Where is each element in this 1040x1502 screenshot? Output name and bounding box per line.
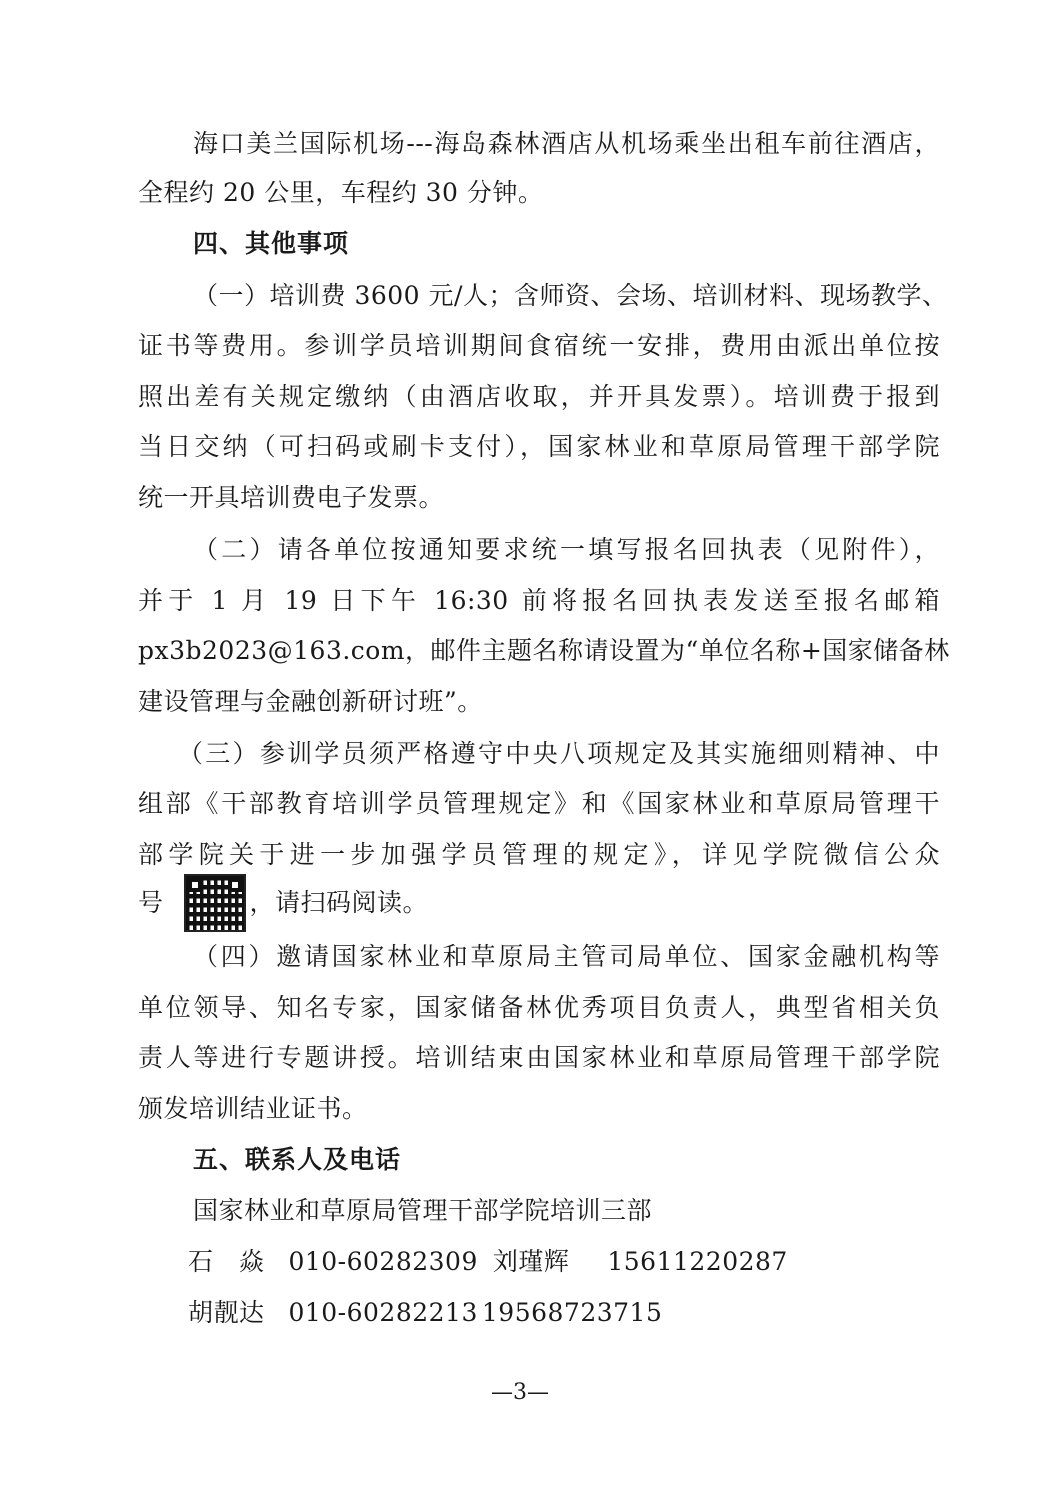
contact-phone: 010-60282213 [288,1298,478,1327]
paragraph-line: 统一开具培训费电子发票。 [138,483,445,512]
paragraph-line: （一）培训费 3600 元/人；含师资、会场、培训材料、现场教学、 [193,281,948,310]
paragraph-line: 海口美兰国际机场---海岛森林酒店从机场乘坐出租车前往酒店， [193,129,940,158]
paragraph-line: 责人等进行专题讲授。培训结束由国家林业和草原局管理干部学院 [138,1043,940,1072]
contact-mobile: 19568723715 [481,1298,663,1327]
paragraph-line: 部学院关于进一步加强学员管理的规定》，详见学院微信公众 [138,840,940,869]
paragraph-line: 全程约 20 公里，车程约 30 分钟。 [138,178,544,207]
paragraph-line: 单位领导、知名专家，国家储备林优秀项目负责人，典型省相关负 [138,993,940,1022]
paragraph-line: 并于 1 月 19 日下午 16:30 前将报名回执表发送至报名邮箱 [138,586,940,615]
contact-name: 胡靓达 [188,1298,265,1327]
paragraph-line: px3b2023@163.com，邮件主题名称请设置为“单位名称+国家储备林 [138,636,950,665]
paragraph-line: 颁发培训结业证书。 [138,1094,368,1123]
contact-row [188,1244,990,1280]
paragraph-line: 照出差有关规定缴纳（由酒店收取，并开具发票）。培训费于报到 [138,382,940,411]
paragraph-line: 当日交纳（可扫码或刷卡支付），国家林业和草原局管理干部学院 [138,432,940,461]
paragraph-line: （三）参训学员须严格遵守中央八项规定及其实施细则精神、中 [178,739,940,768]
qr-code-icon[interactable] [184,874,246,932]
section-heading: 五、联系人及电话 [193,1145,402,1174]
contact-name: 石 焱 [188,1247,265,1276]
paragraph-line: （二）请各单位按通知要求统一填写报名回执表（见附件）， [193,535,940,564]
paragraph-line: 组部《干部教育培训学员管理规定》和《国家林业和草原局管理干 [138,789,940,818]
paragraph-text: ，请扫码阅读。 [249,888,429,917]
section-heading: 四、其他事项 [193,229,350,258]
contact-phone: 15611220287 [607,1247,788,1276]
contact-row [188,1295,990,1331]
contact-name: 刘瑾辉 [492,1247,570,1276]
paragraph-line: （四）邀请国家林业和草原局主管司局单位、国家金融机构等 [193,942,940,971]
paragraph-text: 号 [138,888,164,917]
paragraph-line: 证书等费用。参训学员培训期间食宿统一安排，费用由派出单位按 [138,331,940,360]
page-number: —3— [491,1380,549,1405]
paragraph-line: 建设管理与金融创新研讨班”。 [138,687,483,716]
paragraph-line-with-qr [138,872,940,934]
contact-phone: 010-60282309 [288,1247,478,1276]
department-name: 国家林业和草原局管理干部学院培训三部 [193,1196,653,1225]
